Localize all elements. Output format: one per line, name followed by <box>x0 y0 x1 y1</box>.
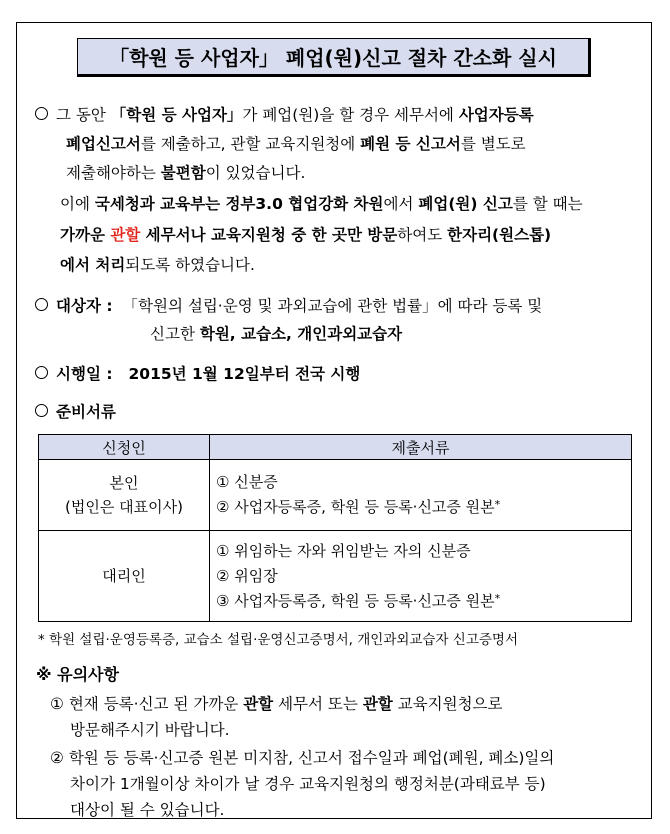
applicant-cell: 대리인 <box>39 531 210 622</box>
note-1-line-1: ① 현재 등록·신고 된 가까운 관할 세무서 또는 관할 교육지원청으로 <box>50 695 503 713</box>
intro-line-1: 그 동안 「학원 등 사업자」가 폐업(원)을 할 경우 세무서에 사업자등록 <box>35 105 534 125</box>
effective-value: 2015년 1월 12일부터 전국 시행 <box>128 365 361 383</box>
target-line-1: 대상자 : 「학원의 설립·운영 및 과외교습에 관한 법률」에 따라 등록 및 <box>35 296 542 316</box>
list-item: ② 위임장 <box>216 566 278 585</box>
intro-line-6: 에서 처리되도록 하였습니다. <box>60 256 255 274</box>
intro-line-4: 이에 국세청과 교육부는 정부3.0 협업강화 차원에서 폐업(원) 신고를 할 때는 <box>60 195 583 213</box>
table-header-row <box>39 435 632 460</box>
note-2-line-3: 대상이 될 수 있습니다. <box>70 801 225 819</box>
table-row <box>39 531 632 622</box>
table-header-applicant: 신청인 <box>39 435 210 460</box>
list-item: ② 사업자등록증, 학원 등 등록·신고증 원본* <box>216 498 501 516</box>
effective-label: 시행일 : <box>56 365 113 383</box>
highlight-jurisdiction: 관할 <box>110 226 141 244</box>
documents-cell <box>210 460 632 531</box>
intro-line-3: 제출해야하는 불편함이 있었습니다. <box>66 164 306 182</box>
circle-bullet-icon <box>35 404 48 417</box>
table-row <box>39 460 632 531</box>
target-label: 대상자 : <box>56 297 113 315</box>
list-item: ① 신분증 <box>216 473 278 491</box>
documents-cell <box>210 531 632 622</box>
documents-table <box>38 434 632 622</box>
target-line-2: 신고한 학원, 교습소, 개인과외교습자 <box>150 325 403 343</box>
circle-bullet-icon <box>35 366 48 379</box>
list-item: ① 위임하는 자와 위임받는 자의 신분증 <box>216 541 471 560</box>
intro-line-2: 폐업신고서를 제출하고, 관할 교육지원청에 폐원 등 신고서를 별도로 <box>66 135 526 153</box>
intro-line-5: 가까운 관할 세무서나 교육지원청 중 한 곳만 방문하여도 한자리(원스톱) <box>60 226 552 244</box>
applicant-cell: 본인 (법인은 대표이사) <box>39 460 210 531</box>
circle-bullet-icon <box>35 298 48 311</box>
note-1-line-2: 방문해주시기 바랍니다. <box>70 721 230 739</box>
note-2-line-2: 차이가 1개월이상 차이가 날 경우 교육지원청의 행정처분(과태료부 등) <box>70 775 546 793</box>
table-footnote: * 학원 설립·운영등록증, 교습소 설립·운영신고증명서, 개인과외교습자 신고증명서 <box>38 632 519 648</box>
docs-heading: 준비서류 <box>35 402 116 422</box>
list-item: ③ 사업자등록증, 학원 등 등록·신고증 원본* <box>216 591 501 610</box>
page-title-text: 「학원 등 사업자」 폐업(원)신고 절차 간소화 실시 <box>109 46 557 70</box>
notes-heading: ※ 유의사항 <box>36 665 119 684</box>
table-header-documents: 제출서류 <box>210 435 632 460</box>
effective-line <box>35 364 360 384</box>
note-2-line-1: ② 학원 등 등록·신고증 원본 미지참, 신고서 접수일과 폐업(폐원, 폐소)일의 <box>50 749 555 767</box>
circle-bullet-icon <box>35 107 48 120</box>
page-title <box>77 38 591 77</box>
